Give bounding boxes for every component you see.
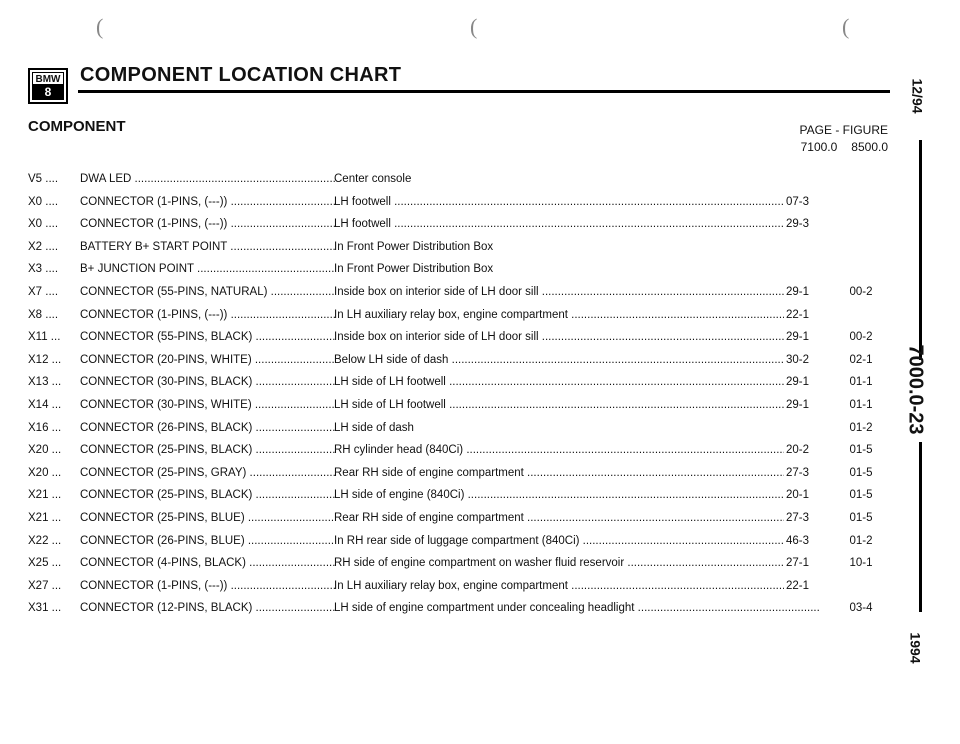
component-name: CONNECTOR (1-PINS, (---)) .....	[80, 195, 335, 209]
component-name: CONNECTOR (25-PINS, GRAY) .....	[80, 466, 335, 480]
component-location: RH cylinder head (840Ci) .....	[334, 443, 820, 457]
component-id: X2 ....	[28, 240, 59, 253]
component-id: X13 ...	[28, 376, 62, 389]
title-divider	[78, 90, 890, 93]
table-row	[28, 308, 888, 331]
page-ref: 29-3	[784, 217, 824, 231]
component-location: In RH rear side of luggage compartment (840Ci) .....	[334, 534, 820, 548]
page-ref: 07-3	[784, 195, 824, 209]
table-row	[28, 466, 888, 489]
component-location: Rear RH side of engine compartment .....	[334, 511, 820, 525]
side-margin	[900, 60, 940, 700]
page-ref: 22-1	[784, 308, 824, 322]
table-row	[28, 421, 888, 444]
table-row	[28, 488, 888, 511]
side-year: 1994	[907, 632, 924, 664]
component-id: X16 ...	[28, 421, 62, 434]
table-row	[28, 511, 888, 534]
component-id: X7 ....	[28, 285, 59, 298]
component-location: LH side of engine (840Ci) .....	[334, 488, 820, 502]
table-row	[28, 262, 888, 285]
logo-brand: BMW	[32, 72, 64, 85]
component-name: CONNECTOR (25-PINS, BLACK) .....	[80, 443, 335, 457]
component-id: V5 ....	[28, 173, 59, 185]
page-ref: 29-1	[784, 375, 824, 389]
page-title: COMPONENT LOCATION CHART	[80, 64, 402, 86]
side-rule-top	[919, 140, 922, 360]
component-location: Inside box on interior side of LH door sill .....	[334, 330, 820, 344]
component-name: CONNECTOR (55-PINS, NATURAL) .....	[80, 285, 335, 299]
figure-ref: 01-2	[849, 421, 873, 434]
component-name: BATTERY B+ START POINT .....	[80, 240, 335, 254]
component-name: CONNECTOR (4-PINS, BLACK) .....	[80, 556, 335, 570]
page-ref: 27-3	[784, 466, 824, 480]
bmw-8-logo	[28, 68, 68, 104]
component-location: In Front Power Distribution Box	[334, 263, 494, 276]
table-row	[28, 330, 888, 353]
component-id: X21 ...	[28, 489, 62, 502]
page-ref: 30-2	[784, 353, 824, 367]
component-id: X0 ....	[28, 195, 59, 208]
page-figure-heading	[787, 122, 888, 156]
binding-mark-left: (	[96, 14, 104, 39]
component-name: CONNECTOR (1-PINS, (---)) .....	[80, 308, 335, 322]
component-location: Rear RH side of engine compartment .....	[334, 466, 820, 480]
component-name: CONNECTOR (26-PINS, BLACK) .....	[80, 421, 335, 435]
page-value: 7100.0	[800, 140, 838, 154]
side-doc-number: 7000.0-23	[904, 344, 927, 435]
table-row	[28, 240, 888, 263]
table-row	[28, 172, 888, 195]
figure-ref: 01-5	[849, 511, 873, 524]
component-name: DWA LED .....	[80, 172, 335, 186]
component-id: X21 ...	[28, 511, 62, 524]
table-row	[28, 556, 888, 579]
page-header	[28, 64, 888, 108]
component-location: In LH auxiliary relay box, engine compartment .....	[334, 579, 820, 593]
component-location: Below LH side of dash .....	[334, 353, 820, 367]
table-row	[28, 375, 888, 398]
page-ref: 20-2	[784, 443, 824, 457]
component-location: LH side of dash	[334, 421, 414, 434]
page-ref: 20-1	[784, 488, 824, 502]
page-figure-values	[787, 139, 888, 156]
figure-ref: 01-1	[849, 398, 873, 411]
table-row	[28, 579, 888, 602]
figure-ref: 01-5	[849, 466, 873, 479]
component-name: CONNECTOR (1-PINS, (---)) .....	[80, 217, 335, 231]
table-row	[28, 534, 888, 557]
component-name: B+ JUNCTION POINT .....	[80, 262, 335, 276]
component-id: X3 ....	[28, 263, 59, 276]
component-id: X31 ...	[28, 602, 62, 615]
table-row	[28, 601, 888, 624]
component-name: CONNECTOR (55-PINS, BLACK) .....	[80, 330, 335, 344]
figure-ref: 02-1	[849, 353, 873, 366]
page-ref: 22-1	[784, 579, 824, 593]
component-name: CONNECTOR (25-PINS, BLUE) .....	[80, 511, 335, 525]
table-row	[28, 195, 888, 218]
table-row	[28, 217, 888, 240]
logo-series: 8	[32, 85, 64, 100]
component-id: X20 ...	[28, 466, 62, 479]
component-location: In LH auxiliary relay box, engine compartment .....	[334, 308, 820, 322]
table-row	[28, 398, 888, 421]
component-id: X11 ...	[28, 331, 61, 344]
table-row	[28, 443, 888, 466]
figure-ref: 03-4	[849, 602, 873, 615]
side-date: 12/94	[909, 78, 926, 114]
figure-ref: 01-5	[849, 489, 873, 502]
component-id: X14 ...	[28, 398, 62, 411]
component-location: LH side of LH footwell .....	[334, 375, 820, 389]
component-id: X25 ...	[28, 557, 62, 570]
side-rule-bottom	[919, 442, 922, 612]
figure-ref: 01-1	[849, 376, 873, 389]
component-column-heading: COMPONENT	[28, 118, 126, 135]
component-id: X12 ...	[28, 353, 62, 366]
component-name: CONNECTOR (1-PINS, (---)) .....	[80, 579, 335, 593]
component-id: X20 ...	[28, 444, 62, 457]
component-name: CONNECTOR (12-PINS, BLACK) .....	[80, 601, 335, 615]
table-row	[28, 285, 888, 308]
component-location: LH side of LH footwell .....	[334, 398, 820, 412]
component-location: LH side of engine compartment under concealing headlight .....	[334, 601, 820, 615]
component-id: X8 ....	[28, 308, 59, 321]
component-id: X27 ...	[28, 579, 62, 592]
binding-mark-center: (	[470, 14, 478, 39]
figure-ref: 00-2	[849, 285, 873, 298]
page-ref: 29-1	[784, 398, 824, 412]
component-location: Inside box on interior side of LH door sill .....	[334, 285, 820, 299]
page-ref: 46-3	[784, 534, 824, 548]
page-ref: 27-3	[784, 511, 824, 525]
figure-ref: 00-2	[849, 331, 873, 344]
component-location: In Front Power Distribution Box	[334, 240, 494, 253]
component-name: CONNECTOR (25-PINS, BLACK) .....	[80, 488, 335, 502]
component-location: Center console	[334, 173, 412, 185]
page-ref: 27-1	[784, 556, 824, 570]
binding-mark-right: (	[842, 14, 850, 39]
table-row	[28, 353, 888, 376]
component-name: CONNECTOR (26-PINS, BLUE) .....	[80, 534, 335, 548]
component-id: X22 ...	[28, 534, 62, 547]
component-location: LH footwell .....	[334, 195, 820, 209]
page-ref: 29-1	[784, 330, 824, 344]
component-name: CONNECTOR (30-PINS, BLACK) .....	[80, 375, 335, 389]
component-location: RH side of engine compartment on washer fluid reservoir .....	[334, 556, 820, 570]
component-id: X0 ....	[28, 218, 59, 231]
figure-value: 8500.0	[851, 140, 888, 154]
component-list	[28, 172, 888, 624]
figure-ref: 01-5	[849, 444, 873, 457]
component-name: CONNECTOR (20-PINS, WHITE) .....	[80, 353, 335, 367]
figure-ref: 01-2	[849, 534, 873, 547]
component-name: CONNECTOR (30-PINS, WHITE) .....	[80, 398, 335, 412]
page-ref: 29-1	[784, 285, 824, 299]
figure-ref: 10-1	[849, 557, 873, 570]
component-location: LH footwell .....	[334, 217, 820, 231]
page-figure-label: PAGE - FIGURE	[799, 123, 888, 137]
